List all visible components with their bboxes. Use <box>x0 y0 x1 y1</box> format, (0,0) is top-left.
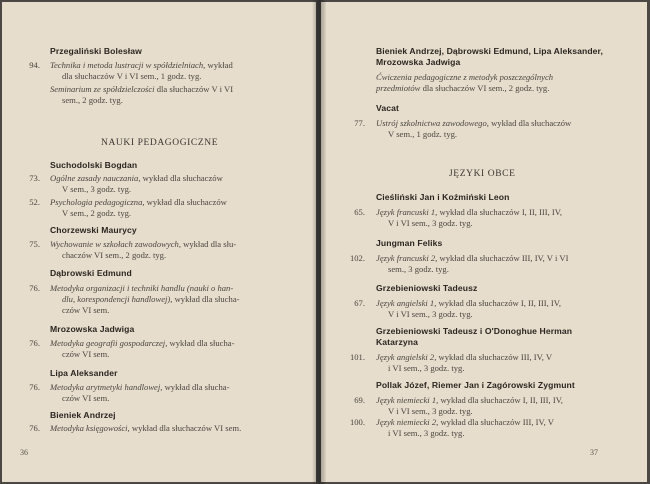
course-line: V i VI sem., 3 godz. tyg. <box>388 406 473 416</box>
course-number: 75. <box>29 239 40 249</box>
course-line: Ogólne zasady nauczania, wykład dla słuchaczów <box>50 173 223 183</box>
author-name: Suchodolski Bogdan <box>50 160 138 170</box>
author-name: Chorzewski Maurycy <box>50 225 137 235</box>
course-line: Metodyka arytmetyki handlowej, wykład dla słucha- <box>50 382 230 392</box>
course-number: 52. <box>29 197 40 207</box>
author-name: Mrozowska Jadwiga <box>376 57 461 67</box>
course-line: Język niemiecki 1, wykład dla słuchaczów I, II, III, IV, <box>376 395 563 405</box>
course-number: 77. <box>354 118 365 128</box>
course-line: Metodyka organizacji i techniki handlu (nauki o han- <box>50 283 234 293</box>
section-heading: NAUKI PEDAGOGICZNE <box>101 138 219 148</box>
course-line: sem., 3 godz. tyg. <box>388 264 449 274</box>
author-name: Vacat <box>376 103 399 113</box>
course-line: Ćwiczenia pedagogiczne z metodyk poszczególnych <box>376 72 554 82</box>
author-name: Katarzyna <box>376 337 418 347</box>
course-line: czów VI sem. <box>62 305 110 315</box>
author-name: Mrozowska Jadwiga <box>50 324 135 334</box>
course-line: Metodyka księgowości, wykład dla słuchaczów VI sem. <box>50 423 242 433</box>
course-line: Seminarium ze spółdzielczości dla słuchaczów V i VI <box>50 84 234 94</box>
author-name: Przegaliński Bolesław <box>50 46 142 56</box>
author-name: Bieniek Andrzej, Dąbrowski Edmund, Lipa Aleksander, <box>376 46 604 56</box>
author-name: Grzebieniowski Tadeusz <box>376 283 478 293</box>
course-number: 76. <box>29 338 40 348</box>
course-number: 101. <box>349 352 365 362</box>
course-line: V sem., 1 godz. tyg. <box>388 129 458 139</box>
course-line: sem., 2 godz. tyg. <box>62 95 123 105</box>
course-line: Język angielski 1, wykład dla słuchaczów I, II, III, IV, <box>376 298 562 308</box>
author-name: Bieniek Andrzej <box>50 410 116 420</box>
right-page <box>321 2 647 482</box>
section-heading: JĘZYKI OBCE <box>449 169 516 179</box>
book-gutter <box>312 0 326 484</box>
course-number: 65. <box>354 207 365 217</box>
course-number: 69. <box>354 395 365 405</box>
course-number: 73. <box>29 173 40 183</box>
course-line: Język niemiecki 2, wykład dla słuchaczów III, IV, V <box>376 417 554 427</box>
course-line: Metodyka geografii gospodarczej, wykład dla słucha- <box>50 338 235 348</box>
course-line: i VI sem., 3 godz. tyg. <box>388 428 465 438</box>
page-number: 36 <box>20 448 28 457</box>
author-name: Jungman Feliks <box>376 238 443 248</box>
author-name: Pollak Józef, Riemer Jan i Zagórowski Zygmunt <box>376 380 575 390</box>
course-line: i VI sem., 3 godz. tyg. <box>388 363 465 373</box>
course-line: czów VI sem. <box>62 349 110 359</box>
author-name: Cieśliński Jan i Koźmiński Leon <box>376 192 510 202</box>
course-line: Psychologia pedagogiczna, wykład dla słuchaczów <box>50 197 227 207</box>
left-page <box>2 2 316 482</box>
course-line: Technika i metoda lustracji w spółdzielniach, wykład <box>50 60 233 70</box>
course-line: Wychowanie w szkołach zawodowych, wykład dla słu- <box>50 239 237 249</box>
course-number: 76. <box>29 382 40 392</box>
course-line: Język angielski 2, wykład dla słuchaczów III, IV, V <box>376 352 553 362</box>
page-number: 37 <box>590 448 598 457</box>
course-number: 67. <box>354 298 365 308</box>
course-line: V sem., 3 godz. tyg. <box>62 184 132 194</box>
course-number: 76. <box>29 423 40 433</box>
course-line: Język francuski 2, wykład dla słuchaczów III, IV, V i VI <box>376 253 569 263</box>
course-number: 76. <box>29 283 40 293</box>
author-name: Grzebieniowski Tadeusz i O'Donoghue Herman <box>376 326 573 336</box>
course-line: V i VI sem., 3 godz. tyg. <box>388 218 473 228</box>
course-line: Język francuski 1, wykład dla słuchaczów I, II, III, IV, <box>376 207 562 217</box>
course-line: V i VI sem., 3 godz. tyg. <box>388 309 473 319</box>
author-name: Lipa Aleksander <box>50 368 118 378</box>
course-line: V sem., 2 godz. tyg. <box>62 208 132 218</box>
course-line: czów VI sem. <box>62 393 110 403</box>
course-line: chaczów VI sem., 2 godz. tyg. <box>62 250 167 260</box>
course-line: dla słuchaczów V i VI sem., 1 godz. tyg. <box>62 71 202 81</box>
course-line: przedmiotów dla słuchaczów VI sem., 2 godz. tyg. <box>376 83 550 93</box>
course-number: 94. <box>29 60 40 70</box>
course-number: 100. <box>349 417 365 427</box>
author-name: Dąbrowski Edmund <box>50 268 132 278</box>
course-line: dlu, korespondencji handlowej), wykład dla słucha- <box>62 294 240 304</box>
course-number: 102. <box>349 253 365 263</box>
course-line: Ustrój szkolnictwa zawodowego, wykład dla słuchaczów <box>376 118 572 128</box>
